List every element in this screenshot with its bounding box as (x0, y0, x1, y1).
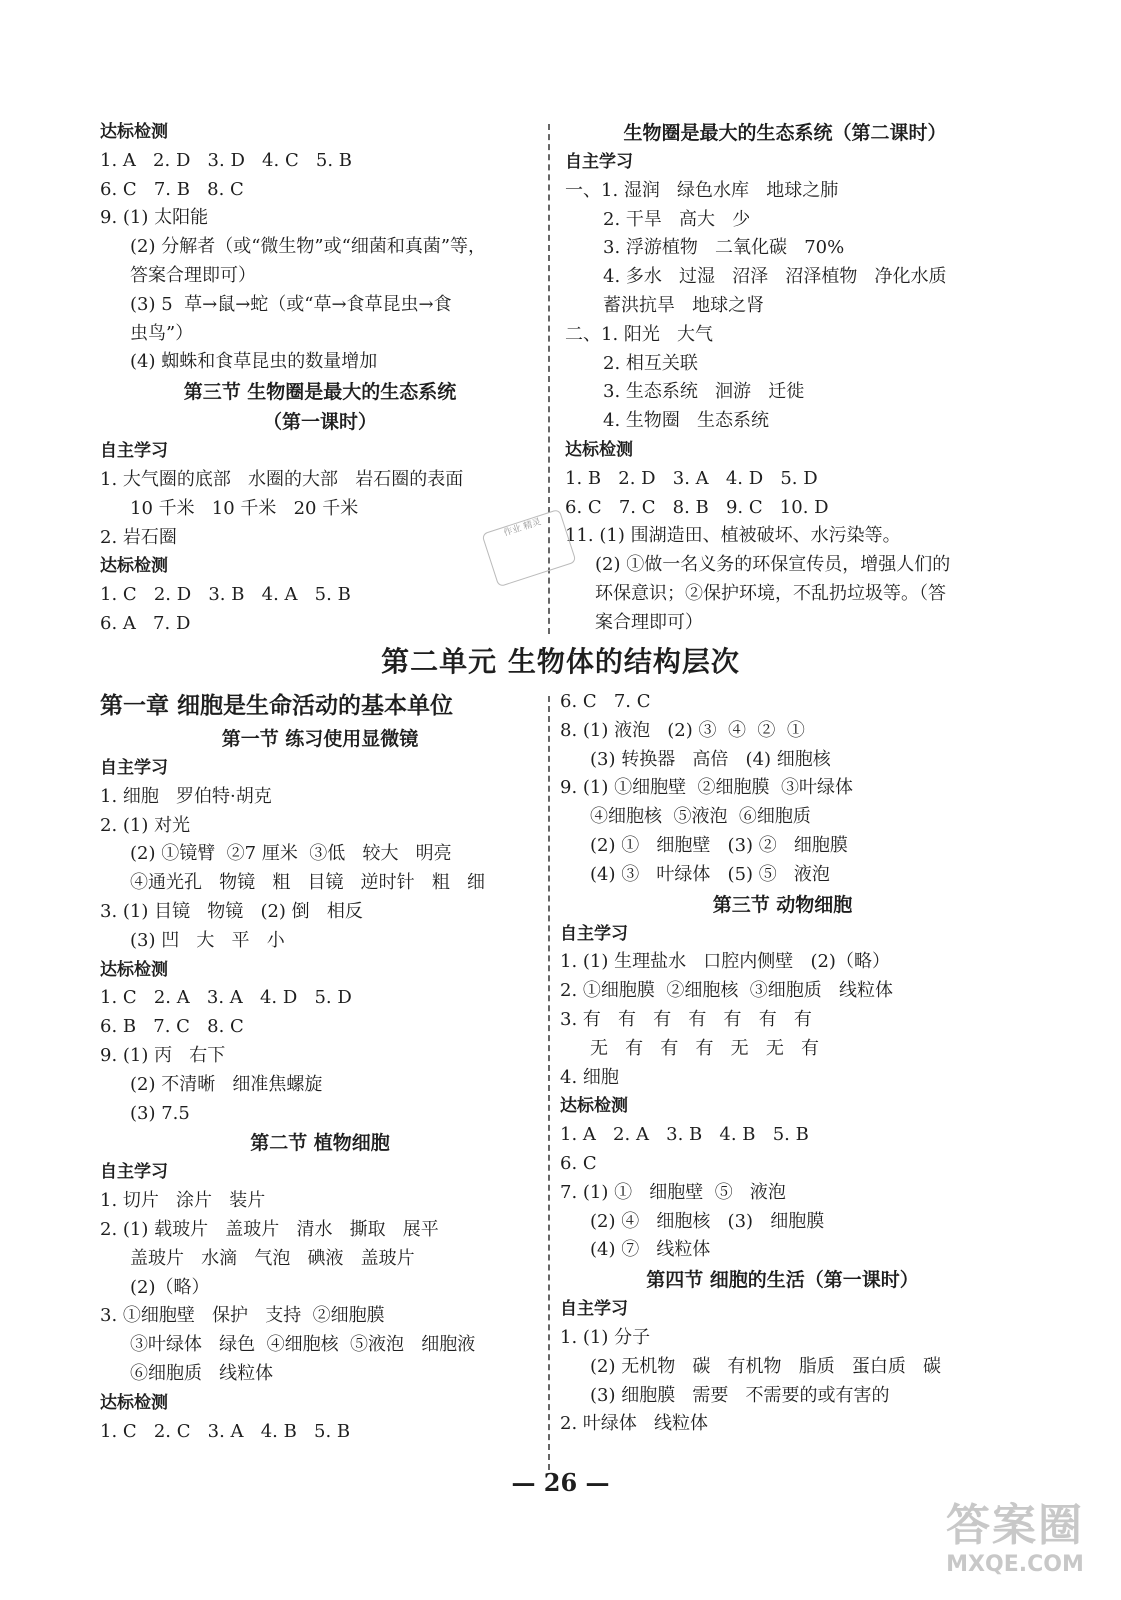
bottom-right-column (560, 688, 1005, 1439)
section-heading: 第二节 植物细胞 (250, 1132, 390, 1155)
top-left-column (100, 118, 540, 639)
answer-line: 4. 细胞 (560, 1066, 619, 1088)
section-label: 达标检测 (100, 1392, 168, 1413)
section-subheading: （第一课时） (262, 411, 377, 434)
answer-line: 3. 浮游植物 二氧化碳 70% (603, 237, 845, 259)
answer-line: 9. (1) 丙 右下 (100, 1044, 226, 1066)
answer-line: ④通光孔 物镜 粗 目镜 逆时针 粗 细 (130, 872, 485, 894)
answer-line: 3. 生态系统 洄游 迁徙 (603, 381, 805, 403)
answer-line: 8. (1) 液泡 (2) ③ ④ ② ① (560, 719, 805, 741)
answer-line: 2. 岩石圈 (100, 526, 177, 548)
unit-title: 第二单元 生物体的结构层次 (381, 645, 740, 678)
answer-line: 答案合理即可） (130, 264, 256, 286)
section-heading: 第三节 生物圈是最大的生态系统 (183, 381, 457, 404)
section-label: 自主学习 (560, 923, 628, 944)
section-label: 达标检测 (100, 122, 168, 142)
section-label: 自主学习 (100, 441, 168, 462)
section-heading: 生物圈是最大的生态系统（第二课时） (623, 122, 947, 144)
bottom-left-column (100, 688, 540, 1446)
answer-line: 一、1. 湿润 绿色水库 地球之肺 (565, 179, 839, 201)
answer-line: 1. C 2. A 3. A 4. D 5. D (100, 987, 352, 1009)
answer-line: 11. (1) 围湖造田、植被破坏、水污染等。 (565, 525, 901, 547)
answer-line: (3) 5 草→鼠→蛇（或“草→食草昆虫→食 (130, 293, 452, 315)
section-label: 达标检测 (100, 959, 168, 980)
answer-line: 10 千米 10 千米 20 千米 (130, 497, 359, 519)
answer-line: 6. B 7. C 8. C (100, 1016, 244, 1038)
answer-line: 1. B 2. D 3. A 4. D 5. D (565, 467, 818, 489)
answer-line: 无 有 有 有 无 无 有 (590, 1037, 819, 1059)
answer-line: (4) 蜘蛛和食草昆虫的数量增加 (130, 351, 378, 373)
answer-line: 2. ①细胞膜 ②细胞核 ③细胞质 线粒体 (560, 980, 893, 1002)
section-label: 自主学习 (100, 758, 168, 778)
answer-line: (3) 细胞膜 需要 不需要的或有害的 (590, 1384, 890, 1406)
answer-line: 1. (1) 分子 (560, 1326, 651, 1348)
answer-line: 二、1. 阳光 大气 (565, 323, 714, 345)
answer-line: (2) 不清晰 细准焦螺旋 (130, 1073, 323, 1095)
answer-line: 1. A 2. A 3. B 4. B 5. B (560, 1124, 809, 1146)
answer-line: 3. ①细胞壁 保护 支持 ②细胞膜 (100, 1305, 385, 1327)
answer-line: 7. (1) ① 细胞壁 ⑤ 液泡 (560, 1181, 786, 1203)
answer-line: ⑥细胞质 线粒体 (130, 1362, 274, 1384)
answer-line: 3. (1) 目镜 物镜 (2) 倒 相反 (100, 900, 363, 922)
answer-line: (3) 转换器 高倍 (4) 细胞核 (590, 748, 831, 770)
page-number: — 26 — (511, 1468, 610, 1497)
answer-line: (4) ⑦ 线粒体 (590, 1239, 711, 1261)
answer-line: (2) ④ 细胞核 (3) 细胞膜 (590, 1210, 825, 1232)
answer-line: 2. 叶绿体 线粒体 (560, 1413, 709, 1435)
answer-line: 1. 切片 涂片 装片 (100, 1190, 266, 1212)
top-right-column (565, 118, 1005, 638)
answer-line: 环保意识；②保护环境，不乱扔垃圾等。（答 (595, 582, 946, 604)
answer-line: 1. C 2. D 3. B 4. A 5. B (100, 584, 351, 606)
answer-line: (2) 分解者（或“微生物”或“细菌和真菌”等， (130, 236, 487, 258)
answer-line: (2) 无机物 碳 有机物 脂质 蛋白质 碳 (590, 1355, 942, 1377)
section-label: 自主学习 (565, 152, 633, 172)
answer-line: 盖玻片 水滴 气泡 碘液 盖玻片 (130, 1247, 415, 1269)
answer-line: (2) ① 细胞壁 (3) ② 细胞膜 (590, 834, 848, 856)
chapter-title: 第一章 细胞是生命活动的基本单位 (100, 693, 454, 719)
answer-line: 虫鸟”） (130, 322, 194, 344)
answer-line: ③叶绿体 绿色 ④细胞核 ⑤液泡 细胞液 (130, 1334, 476, 1356)
answer-line: 蓄洪抗旱 地球之肾 (603, 294, 765, 316)
answer-line: (2)（略） (130, 1276, 210, 1298)
answer-line: (4) ③ 叶绿体 (5) ⑤ 液泡 (590, 863, 830, 885)
section-heading: 第四节 细胞的生活（第一课时） (646, 1269, 919, 1292)
answer-line: 案合理即可） (595, 611, 703, 633)
answer-line: 2. 干旱 高大 少 (603, 208, 751, 230)
section-label: 达标检测 (565, 439, 633, 460)
answer-line: ④细胞核 ⑤液泡 ⑥细胞质 (590, 806, 811, 828)
answer-line: 4. 生物圈 生态系统 (603, 410, 770, 432)
section-label: 自主学习 (100, 1162, 168, 1183)
answer-line: (3) 7.5 (130, 1102, 190, 1124)
answer-line: 2. 相互关联 (603, 352, 698, 374)
answer-line: 9. (1) 太阳能 (100, 207, 209, 229)
watermark-logo (930, 1500, 1100, 1596)
section-heading: 第三节 动物细胞 (712, 893, 853, 916)
stamp-logo: 作业 精灵 (481, 509, 576, 588)
section-label: 达标检测 (560, 1096, 628, 1117)
watermark-url: MXQE.COM (946, 1552, 1084, 1577)
answer-line: 3. 有 有 有 有 有 有 有 (560, 1008, 812, 1030)
answer-line: 6. C 7. B 8. C (100, 178, 244, 200)
answer-line: 1. (1) 生理盐水 口腔内侧壁 (2)（略） (560, 951, 890, 973)
answer-line: 4. 多水 过湿 沼泽 沼泽植物 净化水质 (603, 266, 947, 288)
answer-line: 6. C 7. C (560, 691, 651, 712)
answer-line: 9. (1) ①细胞壁 ②细胞膜 ③叶绿体 (560, 777, 853, 799)
answer-line: 2. (1) 对光 (100, 814, 191, 836)
answer-line: (2) ①镜臂 ②7 厘米 ③低 较大 明亮 (130, 843, 452, 865)
answer-line: 1. 细胞 罗伯特·胡克 (100, 785, 272, 807)
section-heading: 第一节 练习使用显微镜 (221, 728, 419, 750)
answer-line: (2) ①做一名义务的环保宣传员，增强人们的 (595, 554, 951, 576)
watermark-text: 答案圈 (946, 1500, 1084, 1551)
section-label: 自主学习 (560, 1299, 628, 1320)
answer-line: 2. (1) 载玻片 盖玻片 清水 撕取 展平 (100, 1218, 439, 1240)
answer-line: 6. C 7. C 8. B 9. C 10. D (565, 496, 829, 518)
column-divider-bottom (548, 696, 550, 1470)
answer-line: 6. A 7. D (100, 612, 191, 634)
answer-line: 1. A 2. D 3. D 4. C 5. B (100, 149, 352, 171)
answer-line: 1. C 2. C 3. A 4. B 5. B (100, 1420, 351, 1442)
section-label: 达标检测 (100, 556, 168, 577)
answer-line: (3) 凹 大 平 小 (130, 929, 285, 951)
answer-line: 6. C (560, 1152, 597, 1174)
answer-line: 1. 大气圈的底部 水圈的大部 岩石圈的表面 (100, 468, 464, 490)
